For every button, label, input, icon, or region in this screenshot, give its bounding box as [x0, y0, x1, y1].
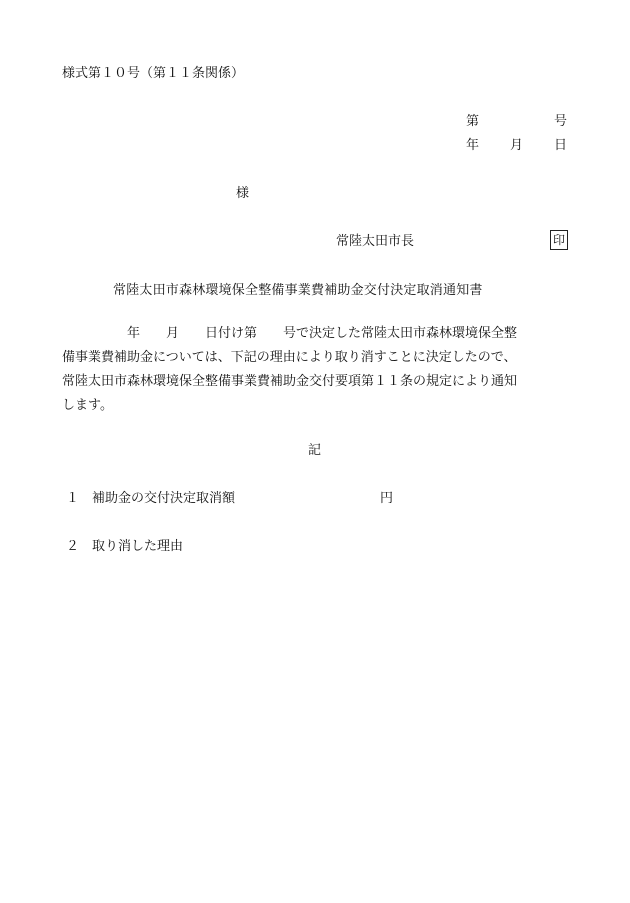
document-number-suffix: 号	[554, 114, 568, 129]
body-line: 年 月 日付け第 号で決定した常陸太田市森林環境保全整	[62, 326, 518, 341]
body-line: 備事業費補助金については、下記の理由により取り消すことに決定したので、	[62, 350, 517, 365]
item-number: ２	[66, 539, 80, 554]
sender-title: 常陸太田市長	[336, 234, 415, 249]
item-label: 補助金の交付決定取消額	[92, 491, 236, 506]
date-day-label: 日	[554, 138, 568, 153]
document-number-prefix: 第	[466, 114, 480, 129]
item-label: 取り消した理由	[92, 539, 184, 554]
addressee-suffix: 様	[236, 186, 250, 201]
body-line: 常陸太田市森林環境保全整備事業費補助金交付要項第１１条の規定により通知	[62, 374, 518, 389]
record-heading: 記	[308, 443, 322, 458]
date-year-label: 年	[466, 138, 480, 153]
body-paragraph	[62, 322, 578, 418]
body-line: します。	[62, 398, 113, 413]
item-unit: 円	[380, 491, 394, 506]
date-month-label: 月	[510, 138, 524, 153]
item-number: １	[66, 491, 80, 506]
form-number: 様式第１０号（第１１条関係）	[62, 66, 245, 81]
seal-mark: 印	[550, 230, 568, 250]
document-title: 常陸太田市森林環境保全整備事業費補助金交付決定取消通知書	[113, 283, 483, 298]
